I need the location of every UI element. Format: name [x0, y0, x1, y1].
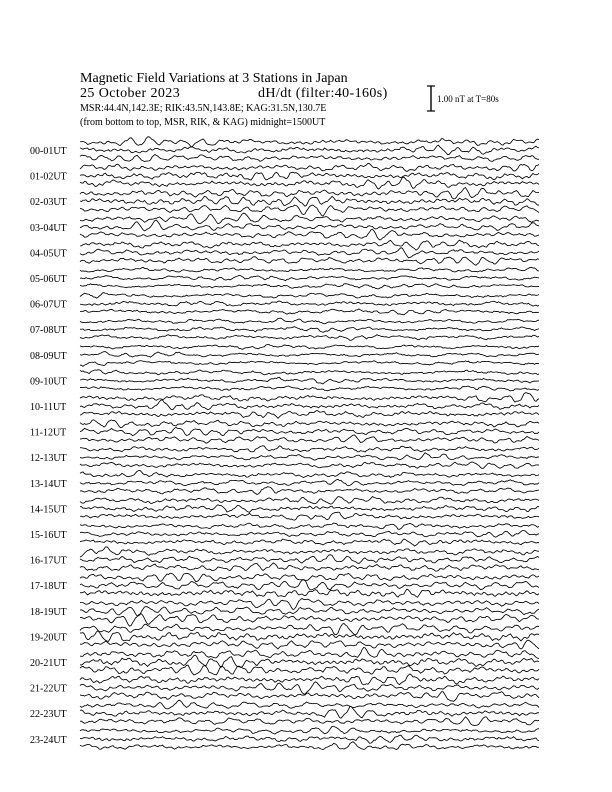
trace-kag — [80, 229, 539, 240]
row-label-group — [30, 146, 67, 746]
trace-msr — [80, 523, 539, 529]
chart-metric: dH/dt (filter:40-160s) — [258, 86, 388, 101]
trace-order-note: (from bottom to top, MSR, RIK, & KAG) midnight=1500UT — [80, 117, 326, 128]
trace-msr — [80, 547, 539, 557]
row-label: 03-04UT — [30, 222, 67, 234]
row-label: 04-05UT — [30, 248, 67, 260]
trace-msr — [80, 163, 539, 171]
trace-kag — [80, 487, 539, 495]
row-label: 10-11UT — [30, 402, 67, 413]
trace-rik — [80, 631, 539, 642]
row-label: 12-13UT — [30, 453, 67, 465]
scale-bar-label: 1.00 nT at T=80s — [437, 94, 499, 104]
row-label: 06-07UT — [30, 299, 67, 311]
trace-rik — [80, 400, 539, 410]
trace-kag — [80, 205, 539, 216]
chart-title: Magnetic Field Variations at 3 Stations in Japan — [80, 71, 348, 86]
trace-rik — [80, 377, 539, 384]
trace-kag — [80, 177, 539, 189]
trace-kag — [80, 539, 539, 546]
trace-group — [80, 137, 539, 750]
trace-rik — [80, 327, 539, 333]
trace-kag — [80, 335, 539, 341]
row-label: 23-24UT — [30, 734, 67, 746]
row-label: 19-20UT — [30, 632, 67, 644]
trace-kag — [80, 589, 539, 597]
trace-rik — [80, 428, 539, 436]
row-label: 18-19UT — [30, 606, 67, 618]
trace-kag — [80, 386, 539, 391]
row-label: 00-01UT — [30, 146, 67, 157]
trace-msr — [80, 497, 539, 505]
row-label: 01-02UT — [30, 171, 67, 183]
trace-msr — [80, 393, 539, 402]
trace-rik — [80, 555, 539, 564]
trace-rik — [80, 145, 539, 154]
chart-date: 25 October 2023 — [80, 86, 181, 101]
trace-kag — [80, 563, 539, 571]
trace-kag — [80, 614, 539, 626]
trace-kag — [80, 284, 539, 289]
row-label: 14-15UT — [30, 504, 67, 516]
trace-msr — [80, 700, 539, 709]
trace-rik — [80, 531, 539, 538]
trace-rik — [80, 580, 539, 590]
trace-msr — [80, 648, 539, 659]
row-label: 20-21UT — [30, 658, 67, 669]
trace-kag — [80, 435, 539, 443]
trace-rik — [80, 453, 539, 460]
trace-kag — [80, 717, 539, 726]
trace-msr — [80, 623, 539, 634]
row-label: 13-14UT — [30, 478, 67, 490]
station-coordinates: MSR:44.4N,142.3E; RIK:43.5N,143.8E; KAG:31.5N,130.7E — [80, 103, 327, 114]
trace-msr — [80, 446, 539, 452]
trace-msr — [80, 137, 539, 147]
row-label: 02-03UT — [30, 197, 67, 209]
trace-kag — [80, 692, 539, 702]
row-label: 09-10UT — [30, 376, 67, 388]
trace-msr — [80, 726, 539, 734]
trace-rik — [80, 735, 539, 743]
row-label: 17-18UT — [30, 581, 67, 593]
row-label: 21-22UT — [30, 683, 67, 695]
trace-kag — [80, 155, 539, 162]
trace-rik — [80, 172, 539, 180]
trace-msr — [80, 318, 539, 324]
trace-msr — [80, 213, 539, 224]
trace-rik — [80, 196, 539, 206]
trace-rik — [80, 248, 539, 258]
trace-rik — [80, 655, 539, 667]
trace-msr — [80, 370, 539, 375]
trace-kag — [80, 361, 539, 367]
trace-msr — [80, 573, 539, 581]
trace-msr — [80, 188, 539, 199]
trace-rik — [80, 220, 539, 231]
trace-rik — [80, 301, 539, 306]
trace-msr — [80, 674, 539, 685]
trace-msr — [80, 470, 539, 477]
trace-kag — [80, 462, 539, 468]
row-label: 15-16UT — [30, 530, 67, 541]
row-label: 22-23UT — [30, 709, 67, 721]
trace-kag — [80, 665, 539, 675]
row-label: 16-17UT — [30, 555, 67, 567]
trace-rik — [80, 607, 539, 616]
trace-rik — [80, 505, 539, 513]
trace-msr — [80, 420, 539, 428]
trace-msr — [80, 293, 539, 298]
trace-kag — [80, 411, 539, 419]
row-label: 08-09UT — [30, 350, 67, 362]
trace-kag — [80, 742, 539, 750]
trace-msr — [80, 345, 539, 350]
row-label: 05-06UT — [30, 274, 67, 285]
trace-kag — [80, 640, 539, 649]
trace-rik — [80, 706, 539, 718]
row-label: 11-12UT — [30, 427, 67, 439]
trace-msr — [80, 267, 539, 272]
trace-kag — [80, 309, 539, 315]
row-label: 07-08UT — [30, 325, 67, 337]
trace-kag — [80, 512, 539, 520]
trace-kag — [80, 257, 539, 266]
trace-rik — [80, 275, 539, 280]
trace-rik — [80, 352, 539, 357]
trace-rik — [80, 479, 539, 485]
trace-msr — [80, 240, 539, 250]
